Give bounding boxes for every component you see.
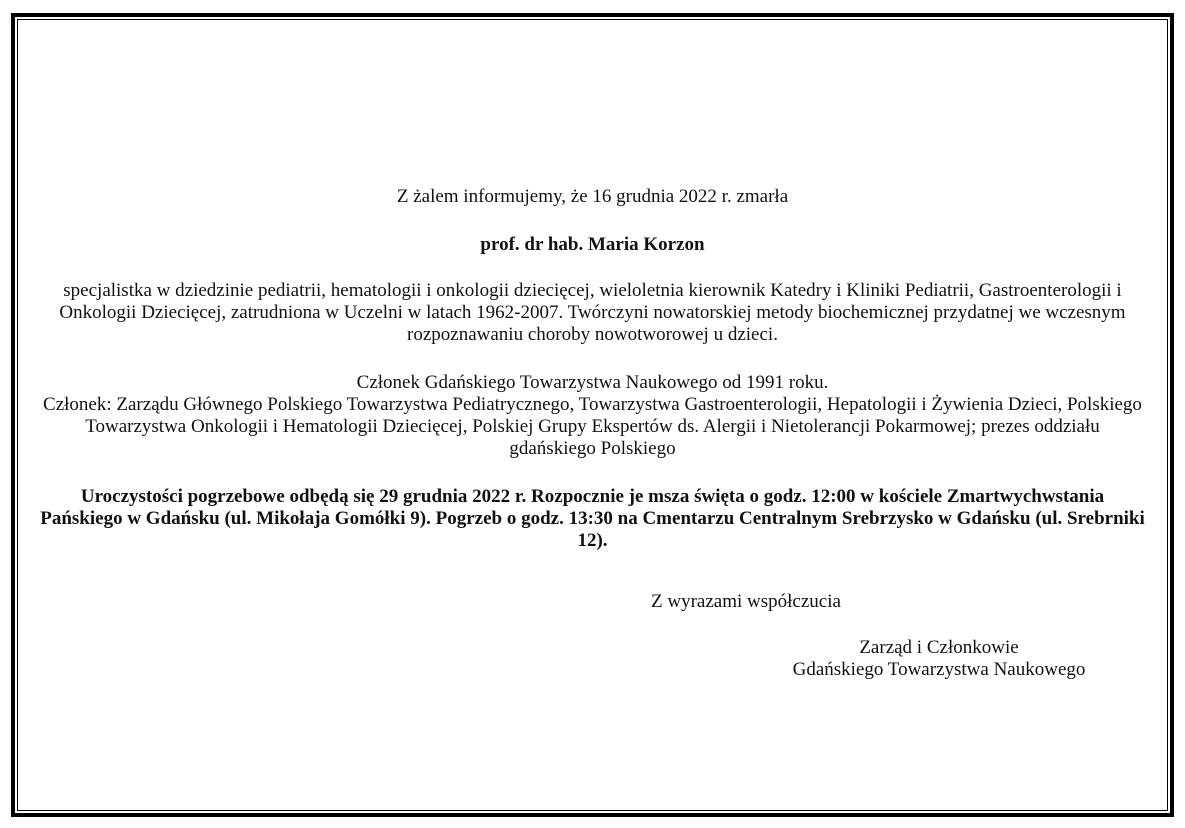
memberships-text: Członek: Zarządu Głównego Polskiego Towarzystwa Pediatrycznego, Towarzystwa Gastroenterologii, Hepatologii i Żywienia Dzieci, Polskiego Towarzystwa Onkologii i Hematologii Dziecięcej, Polskiej Grupy Ekspertów ds. Alergii i Nietolerancji Pokarmowej; prezes oddziału gdańskiego Polskiego [43, 394, 1142, 459]
society-membership-text: Członek Gdańskiego Towarzystwa Naukowego od 1991 roku. [356, 372, 829, 393]
condolence-text: Z wyrazami współczucia [651, 591, 841, 612]
funeral-info-text: Uroczystości pogrzebowe odbędą się 29 grudnia 2022 r. Rozpocznie je msza święta o godz. 12:00 w kościele Zmartwychwstania Pańskiego w Gdańsku (ul. Mikołaja Gomółki 9). Pogrzeb o godz. 13:30 na Cmentarzu Centralnym Srebrzysko w Gdańsku (ul. Srebrniki 12). [40, 486, 1145, 551]
signature-line-2: Gdańskiego Towarzystwa Naukowego [792, 659, 1086, 680]
signature-line-1: Zarząd i Członkowie [859, 637, 1019, 658]
signature-block [760, 637, 1118, 681]
biography-text: specjalistka w dziedzinie pediatrii, hematologii i onkologii dziecięcej, wieloletnia kierownik Katedry i Kliniki Pediatrii, Gastroenterologii i Onkologii Dziecięcej, zatrudniona w Uczelni w latach 1962-2007. Twórczyni nowatorskiej metody biochemicznej przydatnej we wczesnym rozpoznawaniu choroby nowotworowej u dzieci. [59, 280, 1126, 345]
deceased-name: prof. dr hab. Maria Korzon [480, 234, 705, 255]
obituary-body [40, 186, 1145, 552]
intro-text: Z żalem informujemy, że 16 grudnia 2022 r. zmarła [396, 186, 789, 207]
